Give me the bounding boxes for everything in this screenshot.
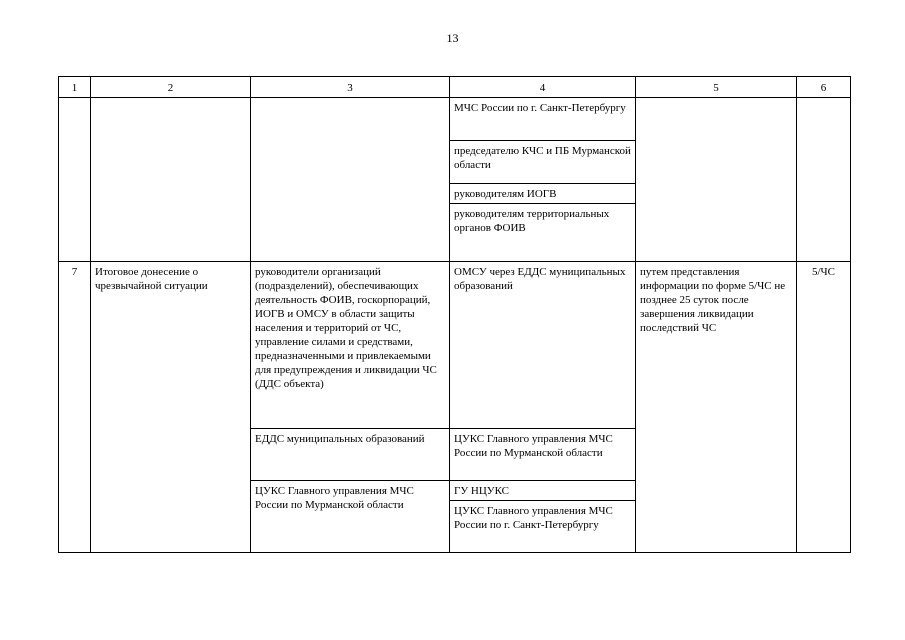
header-cell-2: 2	[91, 77, 251, 98]
recipient-cell: ЦУКС Главного управления МЧС России по Мурманской области	[450, 429, 636, 481]
continued-method-cell	[636, 98, 797, 262]
header-cell-4: 4	[450, 77, 636, 98]
header-row	[59, 77, 851, 98]
report-name-cell: Итоговое донесение о чрезвычайной ситуации	[91, 262, 251, 553]
header-cell-5: 5	[636, 77, 797, 98]
table-row	[59, 262, 851, 429]
sender-cell: ЕДДС муниципальных образований	[251, 429, 450, 481]
form-code-cell: 5/ЧС	[797, 262, 851, 553]
continued-num-cell	[59, 98, 91, 262]
row-number: 7	[59, 262, 91, 553]
document-table	[58, 76, 851, 553]
sender-cell: ЦУКС Главного управления МЧС России по Мурманской области	[251, 481, 450, 553]
method-cell: путем представления информации по форме 5/ЧС не позднее 25 суток после завершения ликвидации последствий ЧС	[636, 262, 797, 553]
recipient-cell: руководителям ИОГВ	[450, 184, 636, 204]
sender-cell: руководители организаций (подразделений), обеспечивающих деятельность ФОИВ, госкорпораций, ИОГВ и ОМСУ в области защиты населения и территорий от ЧС, управление силами и средствами, предназначенными и привлекаемыми для предупреждения и ликвидации ЧС (ДДС объекта)	[251, 262, 450, 429]
recipient-cell: ОМСУ через ЕДДС муниципальных образований	[450, 262, 636, 429]
recipient-cell: руководителям территориальных органов ФОИВ	[450, 204, 636, 262]
recipient-cell: председателю КЧС и ПБ Мурманской области	[450, 141, 636, 184]
table-row	[59, 98, 851, 141]
continued-form-cell	[797, 98, 851, 262]
recipient-cell: МЧС России по г. Санкт-Петербургу	[450, 98, 636, 141]
recipient-cell: ГУ НЦУКС	[450, 481, 636, 501]
header-cell-6: 6	[797, 77, 851, 98]
header-cell-3: 3	[251, 77, 450, 98]
page-number: 13	[446, 31, 459, 45]
continued-report-cell	[91, 98, 251, 262]
header-cell-1: 1	[59, 77, 91, 98]
continued-sender-cell	[251, 98, 450, 262]
recipient-cell: ЦУКС Главного управления МЧС России по г. Санкт-Петербургу	[450, 501, 636, 553]
